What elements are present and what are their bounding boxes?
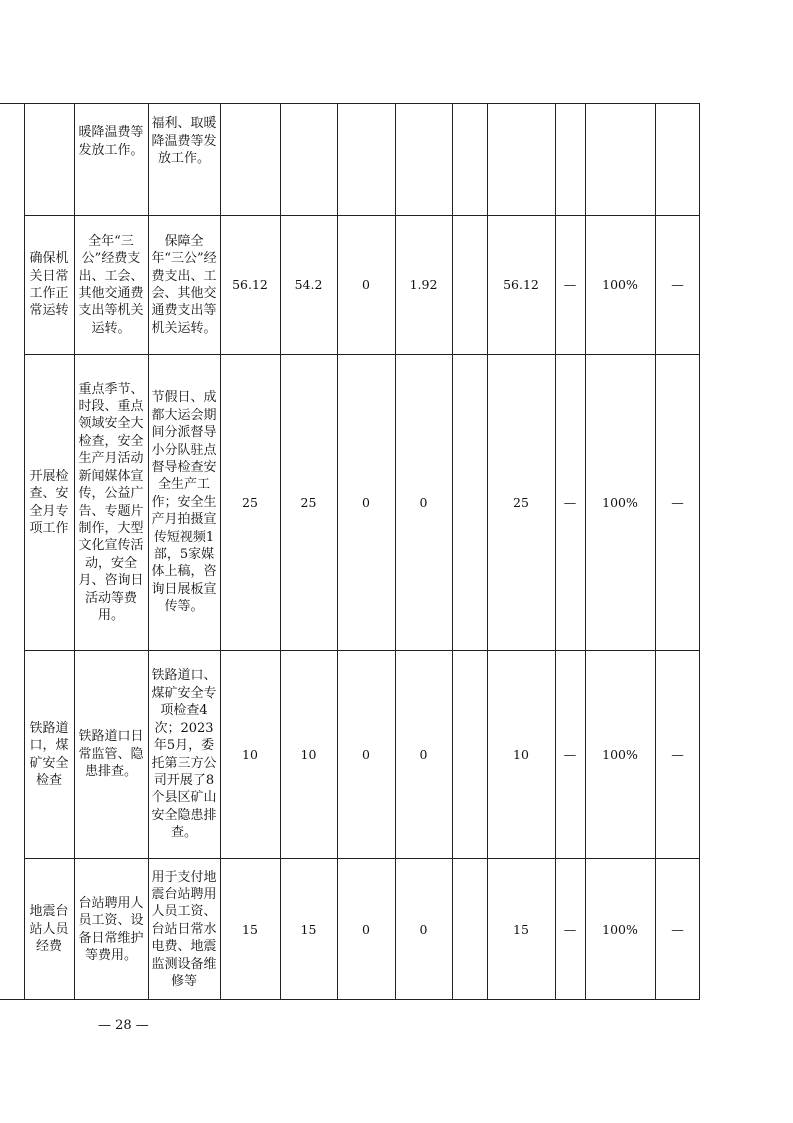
row-value-cell: 1.92	[409, 277, 438, 292]
row-dash-cell: —	[563, 494, 577, 510]
row-execution-cell: 15	[513, 921, 529, 937]
row-budget-cell: 10	[242, 746, 258, 762]
row-content-cell: 铁路道口日常监管、隐患排查。	[78, 729, 144, 780]
row-performance-cell: 铁路道口、煤矿安全专项检查4次；2023年5月，委托第三方公司开展了8个县区矿山安全隐患排查。	[151, 668, 217, 841]
row-value-cell: 54.2	[294, 277, 323, 292]
budget-performance-table	[0, 103, 700, 1000]
row-execution-cell: 10	[513, 746, 529, 762]
row-content-cell: 全年“三公”经费支出、工会、其他交通费支出等机关运转。	[78, 233, 144, 336]
row-performance-cell: 福利、取暖降温费等发放工作。	[151, 116, 217, 167]
row-value-cell: 0	[419, 746, 428, 762]
row-performance-cell: 节假日、成都大运会期间分派督导小分队驻点督导检查安全生产工作；安全生产月拍摄宣传短视频1部，5家媒体上稿，咨询日展板宣传等。	[151, 390, 217, 615]
row-budget-cell: 15	[242, 921, 258, 937]
col-divider	[452, 104, 453, 999]
row-execution-cell: 56.12	[503, 277, 539, 292]
row-performance-cell: 用于支付地震台站聘用人员工资、台站日常水电费、地震监测设备维修等	[151, 869, 217, 990]
row-dash-cell: —	[671, 494, 684, 510]
row-dash-cell: —	[563, 277, 577, 292]
row-value-cell: 0	[362, 921, 370, 937]
row-content-cell: 暖降温费等发放工作。	[78, 125, 144, 158]
row-rate-cell: 100%	[602, 746, 638, 762]
row-dash-cell: —	[563, 746, 577, 762]
row-dash-cell: —	[671, 921, 684, 937]
row-execution-cell: 25	[513, 494, 529, 510]
row-value-cell: 0	[419, 494, 428, 510]
row-value-cell: 0	[362, 277, 370, 292]
row-project-cell: 铁路道口，煤矿安全检查	[29, 720, 69, 788]
row-dash-cell: —	[671, 277, 684, 292]
row-dash-cell: —	[671, 746, 684, 762]
row-content-cell: 台站聘用人员工资、设备日常维护等费用。	[78, 895, 144, 963]
row-dash-cell: —	[563, 921, 577, 937]
row-rate-cell: 100%	[602, 921, 638, 937]
page-number: — 28 —	[98, 1018, 149, 1033]
row-budget-cell: 25	[242, 494, 258, 510]
row-value-cell: 0	[419, 921, 428, 937]
row-value-cell: 15	[300, 921, 317, 937]
row-rate-cell: 100%	[602, 494, 638, 510]
row-project-cell: 开展检查、安全月专项工作	[29, 468, 69, 536]
row-rate-cell: 100%	[602, 277, 638, 292]
row-value-cell: 0	[362, 746, 370, 762]
row-value-cell: 25	[300, 494, 317, 510]
row-project-cell: 地震台站人员经费	[29, 904, 69, 955]
row-performance-cell: 保障全年“三公”经费支出、工会、其他交通费支出等机关运转。	[151, 233, 217, 336]
row-project-cell: 确保机关日常工作正常运转	[29, 251, 69, 319]
row-budget-cell: 56.12	[232, 277, 268, 292]
row-value-cell: 10	[300, 746, 317, 762]
row-content-cell: 重点季节、时段、重点领域安全大检查，安全生产月活动新闻媒体宣传，公益广告、专题片制作，大型文化宣传活动，安全月、咨询日活动等费用。	[78, 381, 144, 623]
row-value-cell: 0	[362, 494, 370, 510]
